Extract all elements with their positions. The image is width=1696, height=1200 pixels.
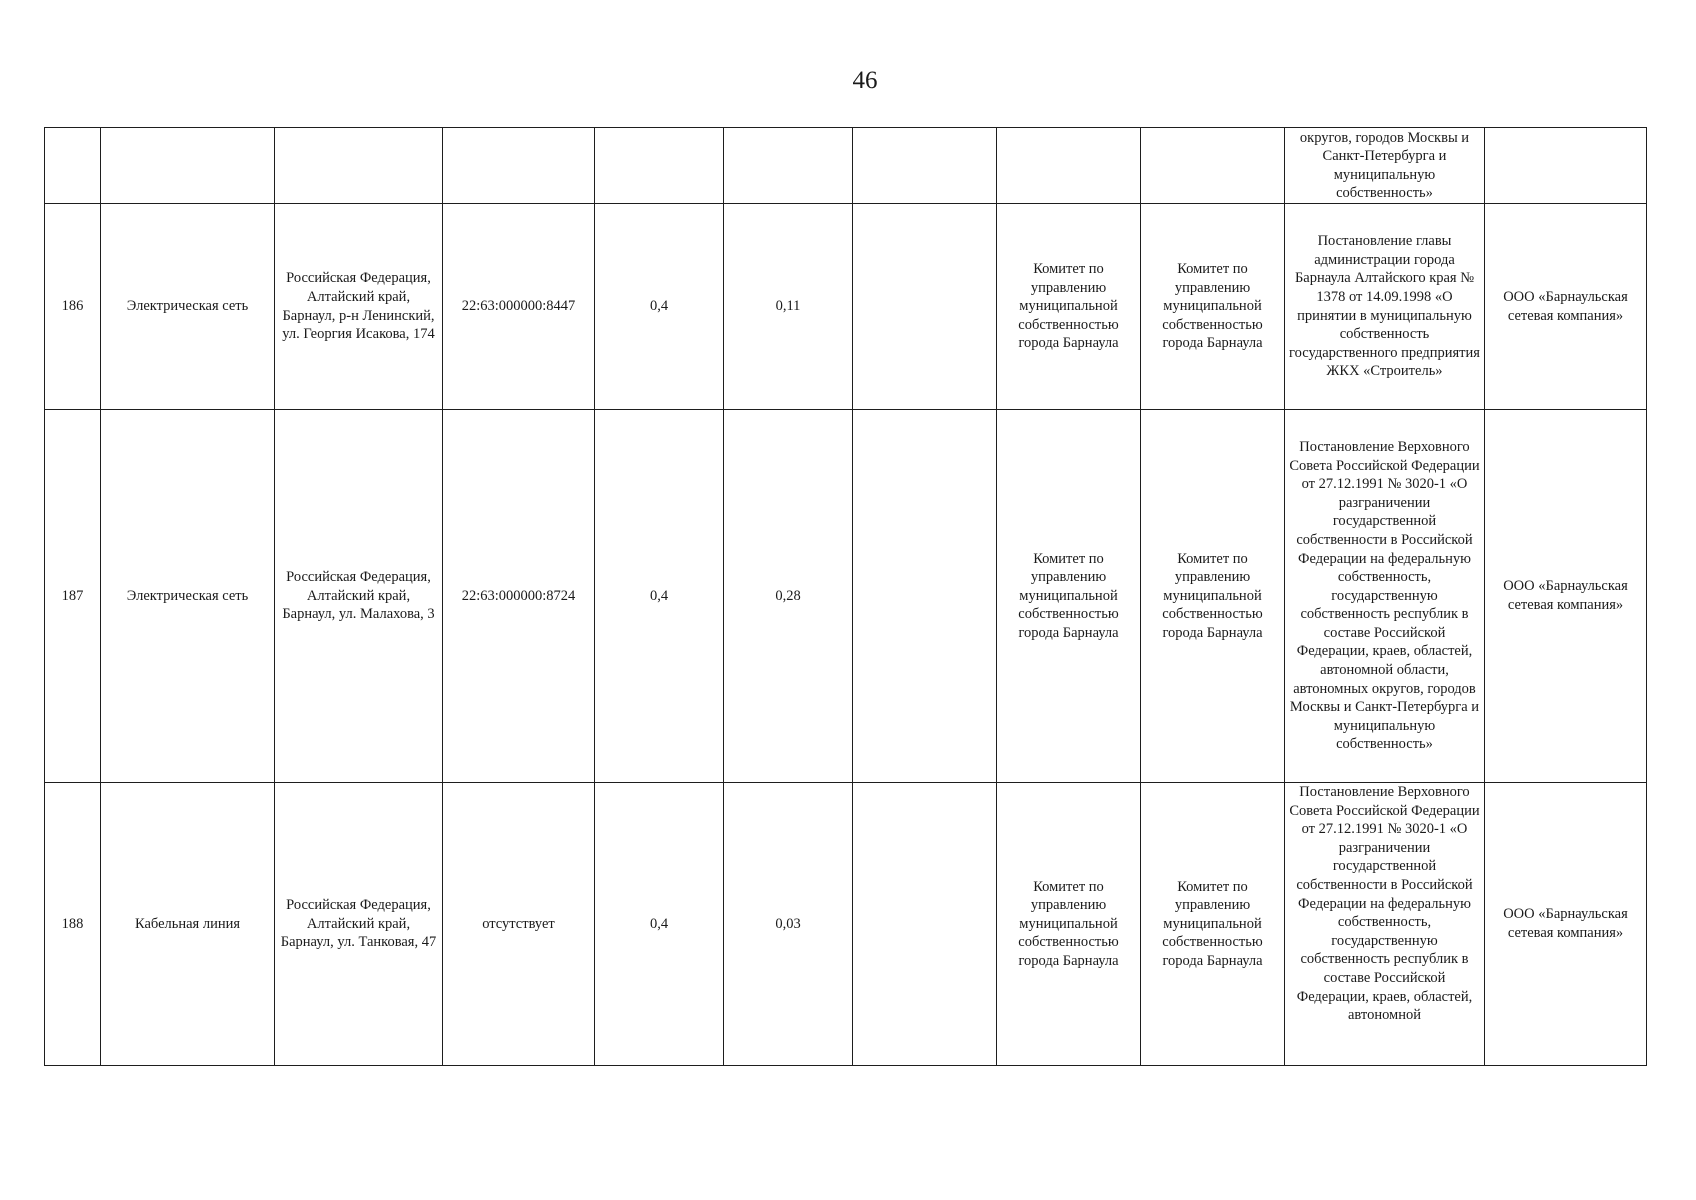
continuation-row	[45, 128, 1647, 204]
cell-operator: ООО «Барнаульская сетевая компания»	[1485, 204, 1647, 410]
table-row	[45, 204, 1647, 410]
cell-basis: округов, городов Москвы и Санкт-Петербурга и муниципальную собственность»	[1285, 128, 1485, 204]
cell-owner	[997, 128, 1141, 204]
cell-length: 0,11	[724, 204, 853, 410]
cell-address: Российская Федерация, Алтайский край, Барнаул, р-н Ленинский, ул. Георгия Исакова, 174	[275, 204, 443, 410]
cell-cadastral: отсутствует	[443, 783, 595, 1066]
cell-name: Электрическая сеть	[101, 410, 275, 783]
cell-cadastral	[443, 128, 595, 204]
cell-holder: Комитет по управлению муниципальной собственностью города Барнаула	[1141, 410, 1285, 783]
cell-cadastral: 22:63:000000:8447	[443, 204, 595, 410]
cell-owner: Комитет по управлению муниципальной собственностью города Барнаула	[997, 410, 1141, 783]
cell-address: Российская Федерация, Алтайский край, Барнаул, ул. Танковая, 47	[275, 783, 443, 1066]
table-row	[45, 783, 1647, 1066]
cell-address	[275, 128, 443, 204]
page-number: 46	[852, 67, 878, 94]
cell-voltage: 0,4	[595, 410, 724, 783]
table-row	[45, 410, 1647, 783]
cell-basis: Постановление главы администрации города Барнаула Алтайского края № 1378 от 14.09.1998 «О принятии в муниципальную собственность государственного предприятия ЖКХ «Строитель»	[1285, 204, 1485, 410]
cell-length: 0,03	[724, 783, 853, 1066]
cell-name: Кабельная линия	[101, 783, 275, 1066]
cell-operator: ООО «Барнаульская сетевая компания»	[1485, 410, 1647, 783]
cell-basis: Постановление Верховного Совета Российской Федерации от 27.12.1991 № 3020-1 «О разграничении государственной собственности в Российской Федерации на федеральную собственность, государственную собственность республик в составе Российской Федерации, краев, областей, автономной области, автономных округов, городов Москвы и Санкт-Петербурга и муниципальную собственность»	[1285, 410, 1485, 783]
cell-extra	[853, 128, 997, 204]
cell-name: Электрическая сеть	[101, 204, 275, 410]
cell-holder: Комитет по управлению муниципальной собственностью города Барнаула	[1141, 204, 1285, 410]
registry-table	[44, 127, 1647, 1066]
cell-address: Российская Федерация, Алтайский край, Барнаул, ул. Малахова, 3	[275, 410, 443, 783]
cell-length	[724, 128, 853, 204]
cell-voltage: 0,4	[595, 204, 724, 410]
cell-num: 188	[45, 783, 101, 1066]
cell-num: 186	[45, 204, 101, 410]
cell-owner: Комитет по управлению муниципальной собственностью города Барнаула	[997, 204, 1141, 410]
cell-cadastral: 22:63:000000:8724	[443, 410, 595, 783]
cell-length: 0,28	[724, 410, 853, 783]
cell-extra	[853, 783, 997, 1066]
cell-num	[45, 128, 101, 204]
cell-extra	[853, 204, 997, 410]
cell-basis: Постановление Верховного Совета Российской Федерации от 27.12.1991 № 3020-1 «О разграничении государственной собственности в Российской Федерации на федеральную собственность, государственную собственность республик в составе Российской Федерации, краев, областей, автономной	[1285, 783, 1485, 1066]
cell-extra	[853, 410, 997, 783]
cell-operator	[1485, 128, 1647, 204]
cell-holder	[1141, 128, 1285, 204]
cell-holder: Комитет по управлению муниципальной собственностью города Барнаула	[1141, 783, 1285, 1066]
cell-name	[101, 128, 275, 204]
cell-operator: ООО «Барнаульская сетевая компания»	[1485, 783, 1647, 1066]
cell-voltage: 0,4	[595, 783, 724, 1066]
cell-num: 187	[45, 410, 101, 783]
cell-owner: Комитет по управлению муниципальной собственностью города Барнаула	[997, 783, 1141, 1066]
cell-voltage	[595, 128, 724, 204]
